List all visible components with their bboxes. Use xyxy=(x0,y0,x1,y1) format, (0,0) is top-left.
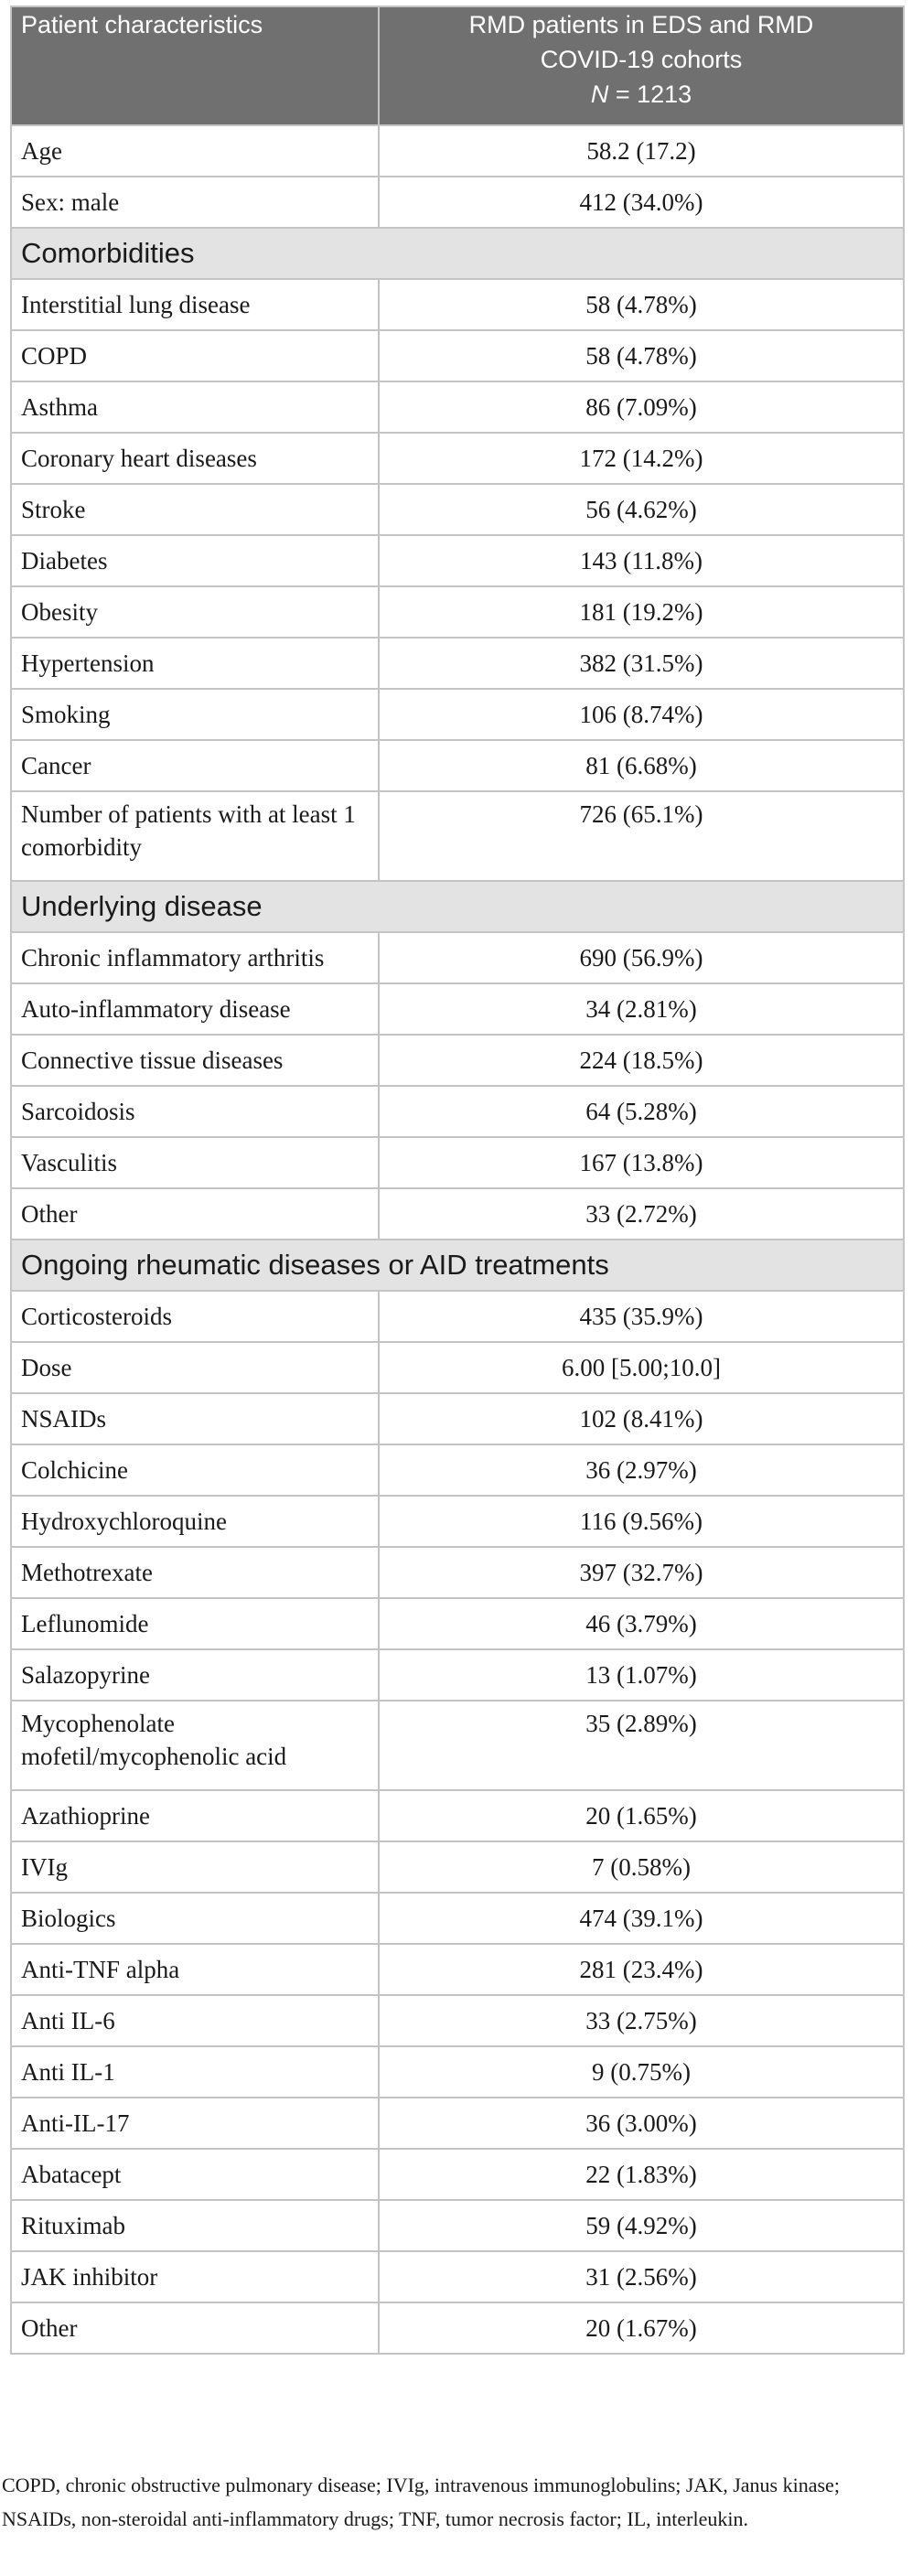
row-value: 59 (4.92%) xyxy=(379,2200,904,2251)
row-value: 9 (0.75%) xyxy=(379,2046,904,2098)
row-label: Age xyxy=(11,125,379,177)
row-value: 20 (1.67%) xyxy=(379,2302,904,2354)
header-n-value: = 1213 xyxy=(615,80,692,108)
table-row xyxy=(11,125,904,177)
table-row xyxy=(11,2149,904,2200)
row-label: COPD xyxy=(11,330,379,381)
row-label: Anti IL-1 xyxy=(11,2046,379,2098)
header-cohort-line1: RMD patients in EDS and RMD xyxy=(468,11,814,38)
row-label: Biologics xyxy=(11,1893,379,1944)
row-label: Connective tissue diseases xyxy=(11,1035,379,1086)
table-row xyxy=(11,1342,904,1393)
table-row xyxy=(11,1496,904,1547)
table-row xyxy=(11,1701,904,1790)
table-row xyxy=(11,586,904,638)
row-label: Colchicine xyxy=(11,1444,379,1496)
table-row xyxy=(11,1188,904,1240)
table-row xyxy=(11,484,904,535)
row-value: 86 (7.09%) xyxy=(379,381,904,433)
row-value: 435 (35.9%) xyxy=(379,1291,904,1342)
table-row xyxy=(11,932,904,983)
row-label: Number of patients with at least 1 comorbidity xyxy=(11,791,379,881)
row-label: Mycophenolate mofetil/mycophenolic acid xyxy=(11,1701,379,1790)
table-row xyxy=(11,1995,904,2046)
row-label: NSAIDs xyxy=(11,1393,379,1444)
row-label: Anti IL-6 xyxy=(11,1995,379,2046)
table-row xyxy=(11,2046,904,2098)
table-row xyxy=(11,1086,904,1137)
row-label: Obesity xyxy=(11,586,379,638)
row-label: Auto-inflammatory disease xyxy=(11,983,379,1035)
row-value: 412 (34.0%) xyxy=(379,177,904,228)
header-n-label: N xyxy=(590,80,609,108)
row-label: JAK inhibitor xyxy=(11,2251,379,2302)
row-value: 64 (5.28%) xyxy=(379,1086,904,1137)
row-value: 58 (4.78%) xyxy=(379,330,904,381)
row-value: 397 (32.7%) xyxy=(379,1547,904,1598)
row-value: 7 (0.58%) xyxy=(379,1841,904,1893)
row-label: Sarcoidosis xyxy=(11,1086,379,1137)
table-row xyxy=(11,177,904,228)
row-label: Stroke xyxy=(11,484,379,535)
row-label: Salazopyrine xyxy=(11,1649,379,1701)
row-value: 34 (2.81%) xyxy=(379,983,904,1035)
table-row xyxy=(11,1841,904,1893)
patient-characteristics-table xyxy=(10,5,905,2355)
table-footnote: COPD, chronic obstructive pulmonary disease; IVIg, intravenous immunoglobulins; JAK, Janus kinase; NSAIDs, non-steroidal anti-inflammatory drugs; TNF, tumor necrosis factor; IL, interleukin. xyxy=(2,2474,840,2530)
table-row xyxy=(11,2200,904,2251)
row-label: Leflunomide xyxy=(11,1598,379,1649)
table-row xyxy=(11,2251,904,2302)
row-value: 36 (3.00%) xyxy=(379,2098,904,2149)
header-cohort xyxy=(379,6,904,125)
table-row xyxy=(11,1649,904,1701)
table-row xyxy=(11,740,904,791)
row-value: 35 (2.89%) xyxy=(379,1701,904,1790)
row-label: Methotrexate xyxy=(11,1547,379,1598)
row-value: 33 (2.72%) xyxy=(379,1188,904,1240)
row-label: Other xyxy=(11,1188,379,1240)
row-label: Vasculitis xyxy=(11,1137,379,1188)
row-value: 81 (6.68%) xyxy=(379,740,904,791)
table-row xyxy=(11,689,904,740)
table-row xyxy=(11,638,904,689)
row-value: 690 (56.9%) xyxy=(379,932,904,983)
row-value: 474 (39.1%) xyxy=(379,1893,904,1944)
row-value: 58 (4.78%) xyxy=(379,279,904,330)
table-row xyxy=(11,1291,904,1342)
table-row xyxy=(11,1035,904,1086)
row-value: 102 (8.41%) xyxy=(379,1393,904,1444)
table-body xyxy=(11,125,904,2354)
row-label: Hydroxychloroquine xyxy=(11,1496,379,1547)
row-label: Chronic inflammatory arthritis xyxy=(11,932,379,983)
row-label: Asthma xyxy=(11,381,379,433)
row-value: 106 (8.74%) xyxy=(379,689,904,740)
section-header: Ongoing rheumatic diseases or AID treatments xyxy=(11,1240,904,1291)
row-value: 726 (65.1%) xyxy=(379,791,904,881)
table-row xyxy=(11,2302,904,2354)
table-row xyxy=(11,791,904,881)
row-value: 56 (4.62%) xyxy=(379,484,904,535)
row-value: 33 (2.75%) xyxy=(379,1995,904,2046)
table-row xyxy=(11,1444,904,1496)
table-header-row xyxy=(11,6,904,125)
row-label: Corticosteroids xyxy=(11,1291,379,1342)
table-row xyxy=(11,433,904,484)
row-label: Rituximab xyxy=(11,2200,379,2251)
row-label: Anti-IL-17 xyxy=(11,2098,379,2149)
row-value: 224 (18.5%) xyxy=(379,1035,904,1086)
row-value: 36 (2.97%) xyxy=(379,1444,904,1496)
row-value: 46 (3.79%) xyxy=(379,1598,904,1649)
row-value: 58.2 (17.2) xyxy=(379,125,904,177)
table-row xyxy=(11,1393,904,1444)
table-row xyxy=(11,1598,904,1649)
table-row xyxy=(11,1893,904,1944)
row-value: 281 (23.4%) xyxy=(379,1944,904,1995)
section-header: Underlying disease xyxy=(11,881,904,932)
row-label: Cancer xyxy=(11,740,379,791)
row-label: Interstitial lung disease xyxy=(11,279,379,330)
row-value: 31 (2.56%) xyxy=(379,2251,904,2302)
table-row xyxy=(11,330,904,381)
row-value: 22 (1.83%) xyxy=(379,2149,904,2200)
table-row xyxy=(11,1944,904,1995)
row-value: 172 (14.2%) xyxy=(379,433,904,484)
table-row xyxy=(11,983,904,1035)
row-label: Other xyxy=(11,2302,379,2354)
header-cohort-line2: COVID-19 cohorts xyxy=(540,46,743,73)
row-label: Sex: male xyxy=(11,177,379,228)
row-label: Dose xyxy=(11,1342,379,1393)
section-header-row xyxy=(11,881,904,932)
row-value: 382 (31.5%) xyxy=(379,638,904,689)
row-label: Anti-TNF alpha xyxy=(11,1944,379,1995)
row-label: Abatacept xyxy=(11,2149,379,2200)
table-row xyxy=(11,381,904,433)
table-row xyxy=(11,1790,904,1841)
section-header: Comorbidities xyxy=(11,228,904,279)
row-value: 116 (9.56%) xyxy=(379,1496,904,1547)
row-label: Coronary heart diseases xyxy=(11,433,379,484)
row-value: 6.00 [5.00;10.0] xyxy=(379,1342,904,1393)
row-label: Hypertension xyxy=(11,638,379,689)
section-header-row xyxy=(11,228,904,279)
table-row xyxy=(11,1547,904,1598)
table-row xyxy=(11,2098,904,2149)
table-row xyxy=(11,1137,904,1188)
row-label: Smoking xyxy=(11,689,379,740)
row-label: Azathioprine xyxy=(11,1790,379,1841)
section-header-row xyxy=(11,1240,904,1291)
table-row xyxy=(11,279,904,330)
row-label: IVIg xyxy=(11,1841,379,1893)
row-value: 20 (1.65%) xyxy=(379,1790,904,1841)
header-patient-characteristics: Patient characteristics xyxy=(11,6,379,125)
row-value: 13 (1.07%) xyxy=(379,1649,904,1701)
row-value: 167 (13.8%) xyxy=(379,1137,904,1188)
row-label: Diabetes xyxy=(11,535,379,586)
row-value: 143 (11.8%) xyxy=(379,535,904,586)
row-value: 181 (19.2%) xyxy=(379,586,904,638)
table-row xyxy=(11,535,904,586)
